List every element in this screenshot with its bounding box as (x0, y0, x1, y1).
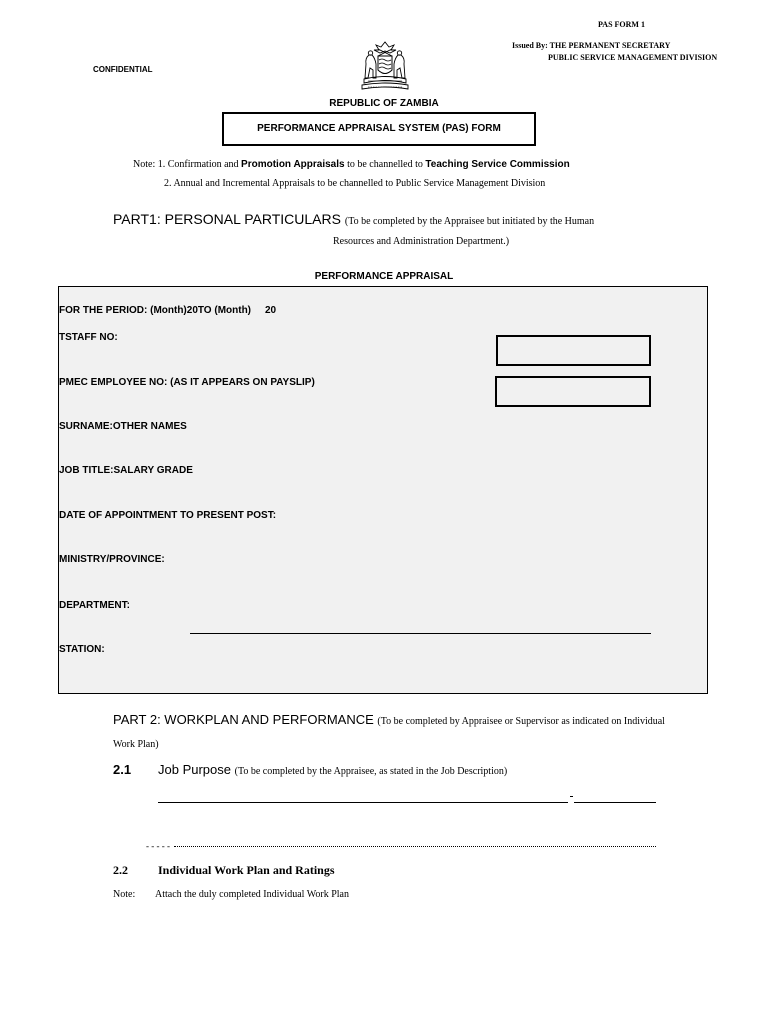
confidential-label: CONFIDENTIAL (93, 65, 153, 74)
part1-instruction: (To be completed by the Appraisee but initiated by the Human (344, 216, 595, 227)
part1-heading (113, 211, 594, 227)
form-title: PERFORMANCE APPRAISAL SYSTEM (PAS) FORM (222, 112, 536, 146)
period-label: FOR THE PERIOD: (Month)20TO (Month) (59, 305, 252, 316)
coat-of-arms-icon (358, 40, 412, 92)
section-2-1-heading (158, 762, 507, 777)
period-year: 20 (265, 305, 277, 316)
part2-instruction: (To be completed by Appraisee or Supervisor as indicated on Individual (377, 716, 665, 727)
date-appointment-label: DATE OF APPOINTMENT TO PRESENT POST: (59, 510, 277, 521)
job-purpose-dotted-line (174, 846, 656, 847)
note-line-1 (133, 159, 570, 170)
job-purpose-line-2 (574, 802, 656, 803)
section-title: PERFORMANCE APPRAISAL (314, 271, 454, 282)
section-2-1-number: 2.1 (113, 762, 132, 777)
department-underline (190, 633, 651, 634)
department-label: DEPARTMENT: (59, 600, 130, 611)
note-1-mid: to be channelled to (344, 159, 426, 170)
job-purpose-tick (570, 796, 573, 797)
part2-title: PART 2: WORKPLAN AND PERFORMANCE (113, 712, 374, 727)
part2-instruction-cont: Work Plan) (113, 739, 159, 750)
job-purpose-dashes: - - - - - (146, 841, 170, 851)
issued-by (512, 40, 717, 64)
staff-no-label: TSTAFF NO: (59, 332, 118, 343)
pmec-input[interactable] (495, 376, 651, 407)
note-1-bold-2: Teaching Service Commission (425, 159, 570, 170)
section-2-2-number: 2.2 (113, 863, 128, 877)
pmec-label: PMEC EMPLOYEE NO: (AS IT APPEARS ON PAYSLIP) (59, 377, 315, 388)
ministry-label: MINISTRY/PROVINCE: (59, 554, 165, 565)
republic-heading: REPUBLIC OF ZAMBIA (329, 98, 439, 109)
section-2-2-title: Individual Work Plan and Ratings (158, 863, 335, 877)
note-1-bold-1: Promotion Appraisals (241, 159, 345, 170)
note-1-prefix: Note: 1. Confirmation and (133, 159, 242, 170)
issued-by-line2: PUBLIC SERVICE MANAGEMENT DIVISION (548, 53, 718, 62)
section-2-1-title: Job Purpose (158, 762, 231, 777)
surname-label: SURNAME:OTHER NAMES (59, 421, 187, 432)
staff-no-input[interactable] (496, 335, 651, 366)
issued-by-line1: Issued By: THE PERMANENT SECRETARY (512, 41, 671, 50)
section-2-1-instruction: (To be completed by the Appraisee, as stated in the Job Description) (234, 766, 508, 777)
job-purpose-line-1 (158, 802, 568, 803)
part1-instruction-cont: Resources and Administration Department.) (333, 236, 510, 247)
job-title-label: JOB TITLE:SALARY GRADE (59, 465, 193, 476)
station-label: STATION: (59, 644, 105, 655)
part1-title: PART1: PERSONAL PARTICULARS (113, 211, 341, 227)
note-label: Note: (113, 889, 136, 900)
form-id: PAS FORM 1 (598, 20, 645, 29)
note-text: Attach the duly completed Individual Work Plan (155, 889, 349, 900)
note-line-2: 2. Annual and Incremental Appraisals to be channelled to Public Service Management Division (164, 178, 546, 189)
part2-heading (113, 712, 665, 727)
